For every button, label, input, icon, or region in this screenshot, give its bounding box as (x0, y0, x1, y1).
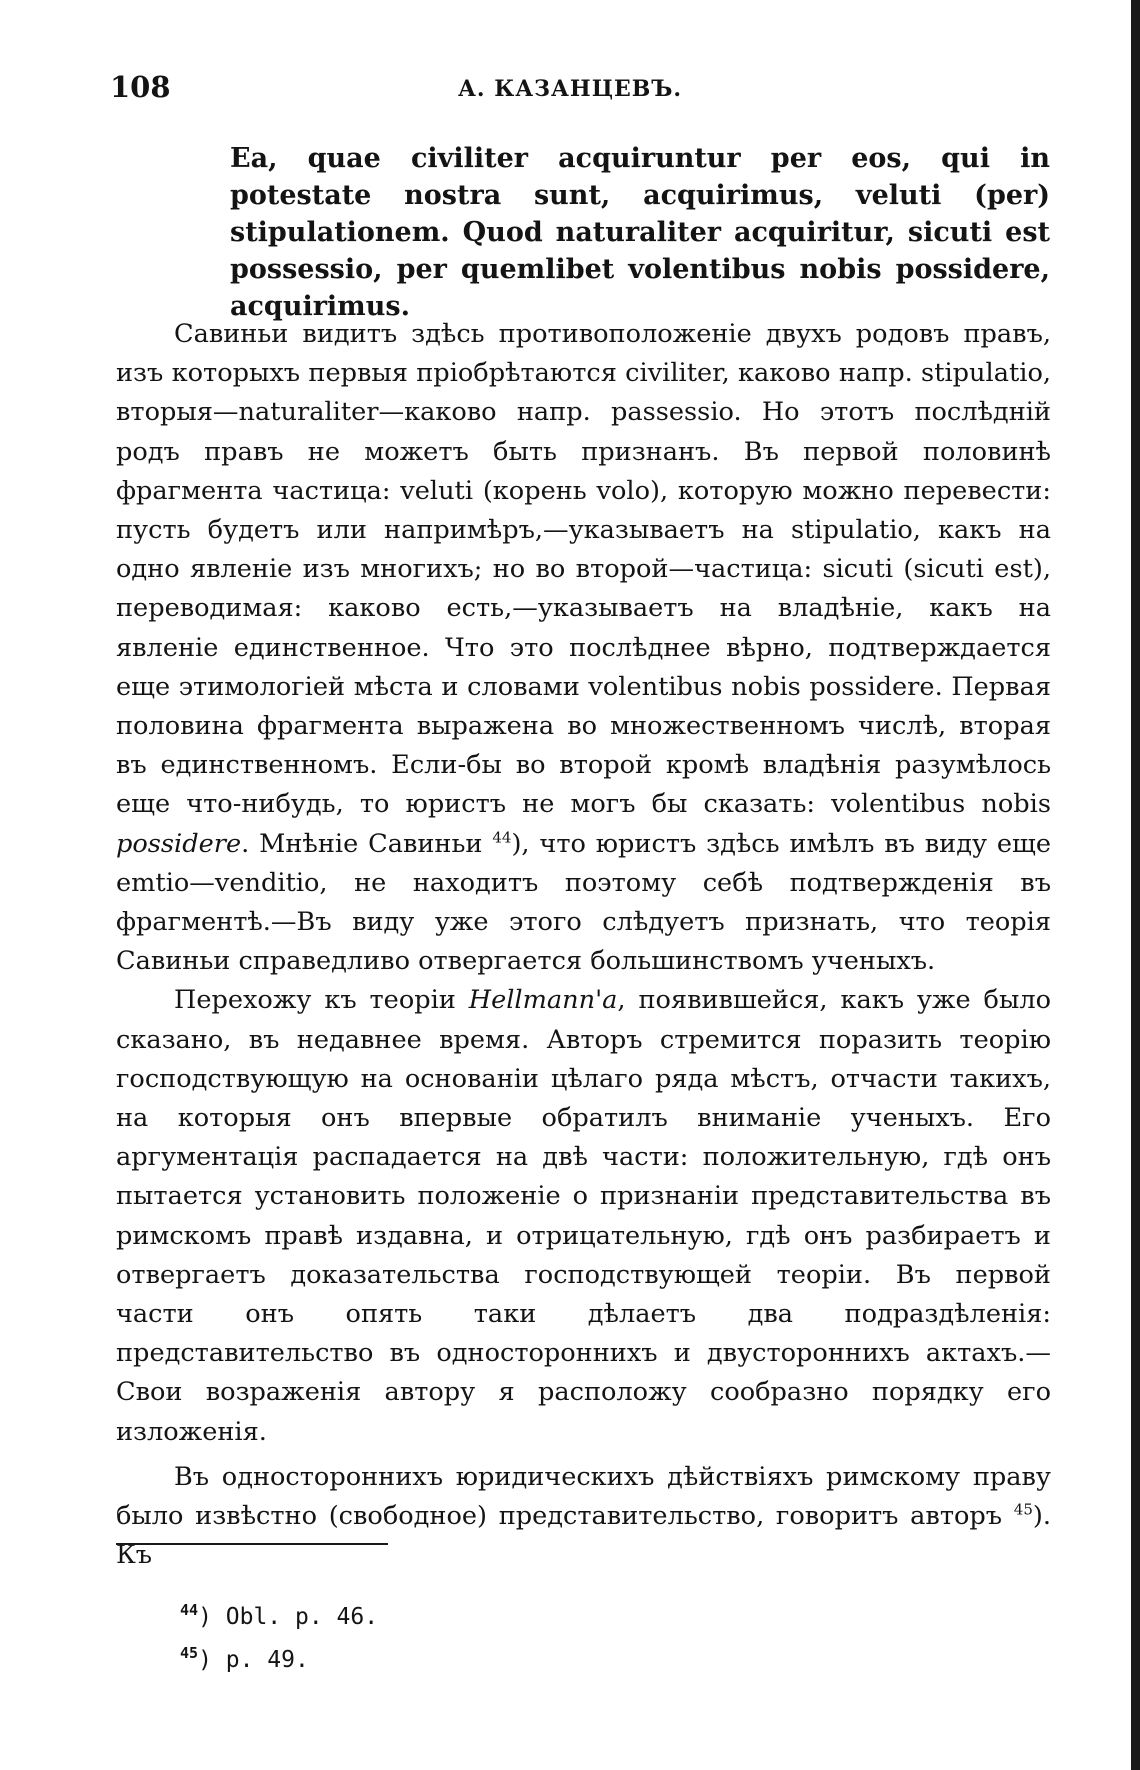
paragraph-text: Савиньи видитъ здѣсь противоположеніе двухъ родовъ правъ, изъ которыхъ первыя пріобрѣтаются civiliter, каково напр. stipulatio, вторыя—naturaliter—каково напр. passessio. Но этотъ послѣдній родъ правъ не можетъ быть признанъ. Въ первой половинѣ фрагмента частица: veluti (корень volo), которую можно перевести: пусть будетъ или напримѣръ,—указываетъ на stipulatio, какъ на одно явленіе изъ многихъ; но во второй—частица: sicuti (sicuti est), переводимая: каково есть,—указываетъ на владѣніе, какъ на явленіе единственное. Что это послѣднее вѣрно, подтверждается еще этимологіей мѣста и словами volentibus nobis possidere. Первая половина фрагмента выражена во множественномъ числѣ, вторая въ единственномъ. Если-бы во второй кромѣ владѣнія разумѣлось еще что-нибудь, то юристъ не могъ бы сказать: volentibus nobis (116, 319, 1051, 820)
latin-quote: Ea, quae civiliter acquiruntur per eos, qui in potestate nostra sunt, acquirimus, veluti (per) stipulationem. Quod naturaliter acquiritur, sicuti est possessio, per quemlibet volentibus nobis possidere, acquirimus. (230, 143, 1050, 322)
emphasis-hellmann: Hellmann'a (468, 985, 618, 1016)
footnote-ref-44[interactable]: 44 (492, 828, 512, 847)
footnote-ref-45[interactable]: 45 (1013, 1500, 1033, 1519)
paragraph-text: ), что юристъ здѣсь имѣлъ въ виду еще emtio—venditio, не находитъ поэтому себѣ подтвержденія въ фрагментѣ.—Въ виду уже этого слѣдуетъ признать, что теорія Савиньи справедливо отвергается большинствомъ ученыхъ. (116, 828, 1051, 977)
footnote-divider (116, 1543, 388, 1545)
footnote-text: ) Obl. p. 46. (198, 1604, 379, 1630)
paragraph-text: . Мнѣніе Савиньи (241, 828, 493, 859)
body-text (116, 315, 1051, 1576)
paragraph-text: , появившейся, какъ уже было сказано, въ недавнее время. Авторъ стремится поразить теорію господствующую на основаніи цѣлаго ряда мѣстъ, отчасти такихъ, на которыя онъ впервые обратилъ вниманіе ученыхъ. Его аргументація распадается на двѣ части: положительную, гдѣ онъ пытается установить положеніе о признаніи представительства въ римскомъ правѣ издавна, и отрицательную, гдѣ онъ разбираетъ и отвергаетъ доказательства господствующей теоріи. Въ первой части онъ опять таки дѣлаетъ два подраздѣленія: представительство въ одностороннихъ и двустороннихъ актахъ.—Свои возраженія автору я расположу сообразно порядку его изложенія. (116, 985, 1051, 1447)
paragraph-text: Въ одностороннихъ юридическихъ дѣйствіяхъ римскому праву было извѣстно (свободное) представительство, говоритъ авторъ (116, 1461, 1051, 1532)
footnote-45 (180, 1635, 378, 1678)
footnote-44 (180, 1592, 378, 1635)
footnotes (180, 1592, 378, 1678)
paragraph-unilateral (116, 1458, 1051, 1576)
footnote-number: 45 (180, 1644, 199, 1662)
footnote-text: ) p. 49. (198, 1647, 309, 1673)
paragraph-hellmann (116, 981, 1051, 1451)
footnote-number: 44 (180, 1601, 199, 1619)
page-number: 108 (110, 70, 171, 104)
running-head: А. КАЗАНЦЕВЪ. (457, 76, 683, 102)
paragraph-savigny (116, 315, 1051, 981)
emphasis-possidere: possidere (116, 828, 242, 859)
paragraph-text: Перехожу къ теоріи (174, 985, 469, 1016)
paragraph-text: ). Къ (116, 1501, 1051, 1571)
scan-edge-bar (1131, 0, 1140, 1770)
